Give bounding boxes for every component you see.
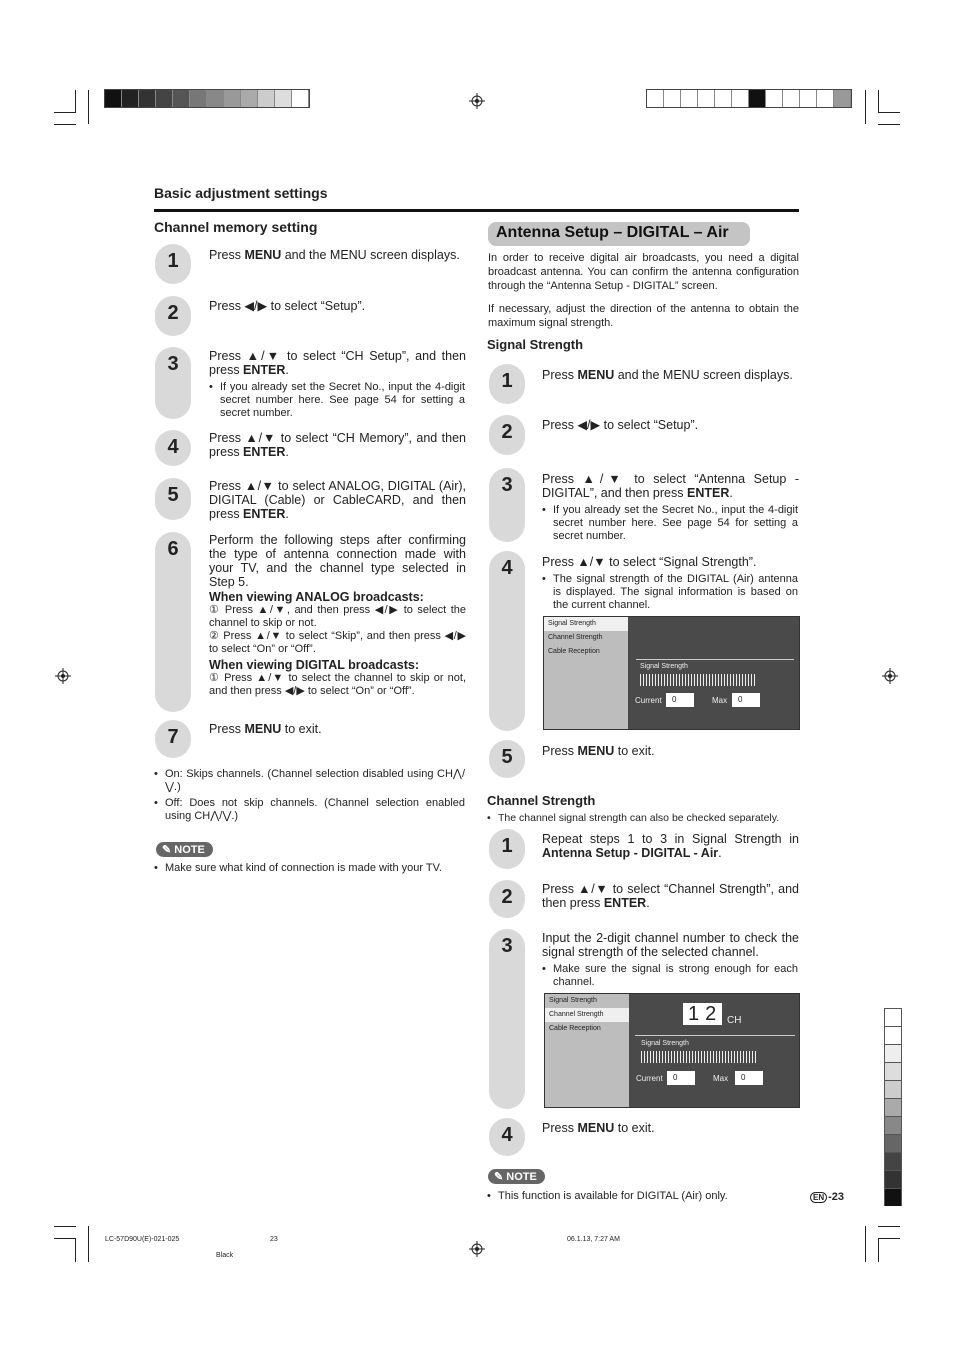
step-text: Press ◀/▶ to select “Setup”. [209,299,366,313]
osd-current-value: 0 [667,1071,695,1085]
page-number-value: -23 [828,1191,845,1203]
antenna-title-box [488,222,750,246]
crop-mark [865,90,866,124]
footer-ink: Black [216,1252,234,1259]
note-badge: ✎ NOTE [156,842,213,857]
step-bullet: • The signal strength of the DIGITAL (Air) antenna is displayed. The signal information is based on the current channel. [542,573,798,612]
crop-mark [865,1226,866,1262]
antenna-intro-2: If necessary, adjust the direction of the antenna to obtain the maximum signal strength. [488,303,799,329]
osd-max-value: 0 [735,1071,763,1085]
step-number: 7 [167,726,179,748]
digital-substep-1: ① Press ▲/▼ to select the channel to skip or not, and then press ◀/▶ to select “On” or “Off”. [209,672,466,697]
grayscale-bar-left [104,89,310,108]
crop-mark [75,1238,76,1262]
osd-menu-item: Signal Strength [549,997,597,1004]
osd-signal-meter [640,674,756,686]
osd-menu-item: Signal Strength [544,617,628,631]
step-text: Press ▲/▼ to select “CH Setup”, and then press ENTER. [209,349,466,377]
crop-mark [878,124,900,125]
osd-current-label: Current [635,696,662,705]
crop-mark [878,112,900,113]
osd-channel-number: 12 [683,1003,722,1025]
step-text: Press MENU and the MENU screen displays. [209,248,460,262]
antenna-intro-1: In order to receive digital air broadcasts, you need a digital broadcast antenna. You can confirm the antenna configuration through the “Antenna Setup - DIGITAL” screen. [488,252,799,292]
step-number: 3 [167,353,179,375]
step-text: Repeat steps 1 to 3 in Signal Strength in Antenna Setup - DIGITAL - Air. [542,832,799,860]
osd-signal-label: Signal Strength [640,663,688,670]
step6-substeps [209,590,466,698]
osd-menu-item: Channel Strength [548,634,603,641]
crop-mark [88,90,89,124]
channel-memory-title: Channel memory setting [154,219,318,235]
osd-ch-label: CH [727,1015,742,1026]
channel-strength-bullet: • The channel signal strength can also be checked separately. [487,812,810,825]
analog-heading: When viewing ANALOG broadcasts: [209,590,424,604]
osd-current-label: Current [636,1074,663,1083]
registration-crosshair-icon [469,1241,485,1257]
step-text: Input the 2-digit channel number to check the signal strength of the selected channel. [542,931,799,959]
grayscale-bar-right [646,89,852,108]
step-text: Press MENU and the MENU screen displays. [542,368,793,382]
osd-divider [636,659,794,660]
note-skip-off: • Off: Does not skip channels. (Channel selection enabled using CH⋀/⋁.) [154,797,465,823]
step-bullet: • Make sure the signal is strong enough for each channel. [542,963,798,989]
step-bullet: • If you already set the Secret No., input the 4-digit secret number here. See page 54 for setting a secret number. [542,504,798,543]
left-note-text: • Make sure what kind of connection is made with your TV. [154,862,477,875]
step-number: 2 [501,886,513,908]
osd-menu-item: Cable Reception [549,1025,601,1032]
step-number: 6 [167,538,179,560]
osd-signal-meter [641,1051,757,1063]
header-rule [154,209,799,212]
osd-signal-label: Signal Strength [641,1040,689,1047]
digital-heading: When viewing DIGITAL broadcasts: [209,658,419,672]
page-number [810,1191,844,1203]
osd-current-value: 0 [666,693,694,707]
step-text: Press ▲/▼ to select ANALOG, DIGITAL (Air), DIGITAL (Cable) or CableCARD, and then press ENTER. [209,479,466,521]
osd-channel-screen [544,993,800,1108]
crop-mark [878,90,879,112]
registration-crosshair-icon [55,668,71,684]
step-number: 1 [501,370,513,392]
crop-mark [54,1226,76,1227]
pencil-icon: ✎ [162,844,172,856]
step-number: 1 [501,835,513,857]
step-number: 5 [167,484,179,506]
osd-menu [544,617,628,729]
crop-mark [878,1226,900,1227]
step-text: Press ▲/▼ to select “Signal Strength”. [542,555,757,569]
step-text: Press ▲/▼ to select “Antenna Setup - DIGITAL”, and then press ENTER. [542,472,799,500]
step-number: 1 [167,250,179,272]
analog-substep-1: ① Press ▲/▼, and then press ◀/▶ to select the channel to skip or not. [209,604,466,629]
osd-divider [635,1035,795,1036]
step-number: 3 [501,935,513,957]
step-number: 2 [167,302,179,324]
step-text: Press MENU to exit. [209,722,322,736]
step-text: Press ◀/▶ to select “Setup”. [542,418,699,432]
side-thumb-tabs [884,1008,902,1206]
signal-strength-title: Signal Strength [487,337,584,352]
step-text: Press MENU to exit. [542,1121,655,1135]
crop-mark [54,1238,76,1239]
step-number: 4 [501,1124,513,1146]
footer-page: 23 [270,1236,278,1243]
footer-file: LC-57D90U(E)-021-025 [105,1236,180,1243]
osd-menu-item: Channel Strength [545,1008,629,1022]
step-number: 3 [501,474,513,496]
crop-mark [88,1226,89,1262]
step-number: 4 [167,436,179,458]
step-text: Perform the following steps after confirming the type of antenna connection made with your TV, and the channel type selected in Step 5. [209,533,466,589]
step-number: 5 [501,746,513,768]
channel-strength-title: Channel Strength [487,793,596,808]
right-note-text: • This function is available for DIGITAL (Air) only. [487,1190,798,1203]
osd-menu-item: Cable Reception [548,648,600,655]
osd-menu [545,994,629,1107]
registration-crosshair-icon [469,93,485,109]
step-number: 2 [501,421,513,443]
step-number: 4 [501,557,513,579]
step-text: Press ▲/▼ to select “Channel Strength”, and then press ENTER. [542,882,799,910]
note-skip-on: • On: Skips channels. (Channel selection disabled using CH⋀/⋁.) [154,768,465,794]
note-badge: ✎ NOTE [488,1169,545,1184]
crop-mark [75,90,76,112]
step-text: Press MENU to exit. [542,744,655,758]
pencil-icon: ✎ [494,1171,504,1183]
footer-date: 06.1.13, 7:27 AM [567,1236,620,1243]
crop-mark [878,1238,879,1262]
osd-max-value: 0 [732,693,760,707]
analog-substep-2: ② Press ▲/▼ to select “Skip”, and then press ◀/▶ to select “On” or “Off”. [209,630,466,655]
crop-mark [54,124,76,125]
section-header: Basic adjustment settings [154,185,328,201]
registration-crosshair-icon [882,668,898,684]
osd-signal-screen [543,616,800,730]
lang-badge: EN [810,1192,827,1203]
antenna-title: Antenna Setup – DIGITAL – Air [496,224,729,241]
osd-max-label: Max [713,1074,729,1083]
crop-mark [878,1238,900,1239]
osd-max-label: Max [712,696,728,705]
crop-mark [54,112,76,113]
step-bullet: • If you already set the Secret No., input the 4-digit secret number here. See page 54 for setting a secret number. [209,381,465,420]
step-text: Press ▲/▼ to select “CH Memory”, and then press ENTER. [209,431,466,459]
